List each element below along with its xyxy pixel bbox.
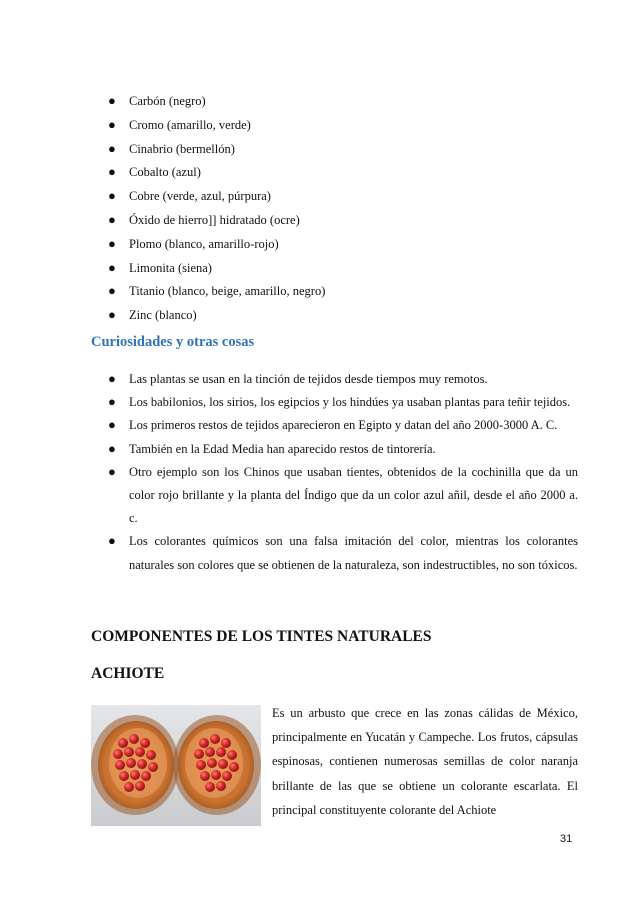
bullet-icon: ● [108,463,116,479]
list-item: ● Los primeros restos de tejidos aparecieron en Egipto y datan del año 2000-3000 A. C. [108,417,558,433]
achiote-description: Es un arbusto que crece en las zonas cálidas de México, principalmente en Yucatán y Campeche. Los frutos, cápsulas espinosas, contienen numerosas semillas de color naranja brillante de las que se obtiene un colorante escarlata. El principal constituyente colorante del Achiote [272,706,578,817]
list-item: ● Otro ejemplo son los Chinos que usaban tientes, obtenidos de la cochinilla que da un color rojo brillante y la planta del Índigo que da un color azul añil, desde el año 2000 a. c. [108,463,578,526]
bullet-icon: ● [108,116,116,132]
list-item: ● También en la Edad Media han aparecido restos de tintorería. [108,440,436,456]
achiote-fruit-photo [91,705,261,826]
list-item: ● Plomo (blanco, amarillo-rojo) [108,235,279,251]
bullet-icon: ● [108,417,116,433]
bullet-icon: ● [108,533,116,549]
list-item: ● Cobre (verde, azul, púrpura) [108,188,271,204]
bullet-icon: ● [108,140,116,156]
list-item: ● Los babilonios, los sirios, los egipcios y los hindúes ya usaban plantas para teñir tejidos. [108,394,571,410]
bullet-icon: ● [108,188,116,204]
pigments-list [91,92,591,330]
bullet-icon: ● [108,93,116,108]
bullet-icon: ● [108,211,116,227]
list-item: ● Zinc (blanco) [108,307,197,323]
list-item: ● Cinabrio (bermellón) [108,140,235,156]
list-item: ● Limonita (siena) [108,259,212,275]
curiosidades-heading: Curiosidades y otras cosas [91,334,255,350]
bullet-icon: ● [108,394,116,410]
curiosidades-list [91,368,578,577]
list-item: ● Las plantas se usan en la tinción de tejidos desde tiempos muy remotos. [108,371,488,386]
bullet-icon: ● [108,371,116,386]
bullet-icon: ● [108,307,116,323]
list-item: ● Los colorantes químicos son una falsa imitación del color, mientras los colorantes naturales son colores que se obtienen de la naturaleza, son indestructibles, no son tóxicos. [108,533,578,572]
page-number: 31 [560,833,573,845]
bullet-icon: ● [108,259,116,275]
bullet-icon: ● [108,164,116,180]
list-item: ● Óxido de hierro]] hidratado (ocre) [108,211,300,227]
list-item: ● Cromo (amarillo, verde) [108,116,251,132]
list-item: ● Carbón (negro) [108,93,206,108]
bullet-icon: ● [108,235,116,251]
bullet-icon: ● [108,283,116,299]
list-item: ● Cobalto (azul) [108,164,201,180]
bullet-icon: ● [108,440,116,456]
componentes-heading: COMPONENTES DE LOS TINTES NATURALES [91,628,432,645]
achiote-heading: ACHIOTE [91,665,165,682]
list-item: ● Titanio (blanco, beige, amarillo, negro) [108,283,326,299]
